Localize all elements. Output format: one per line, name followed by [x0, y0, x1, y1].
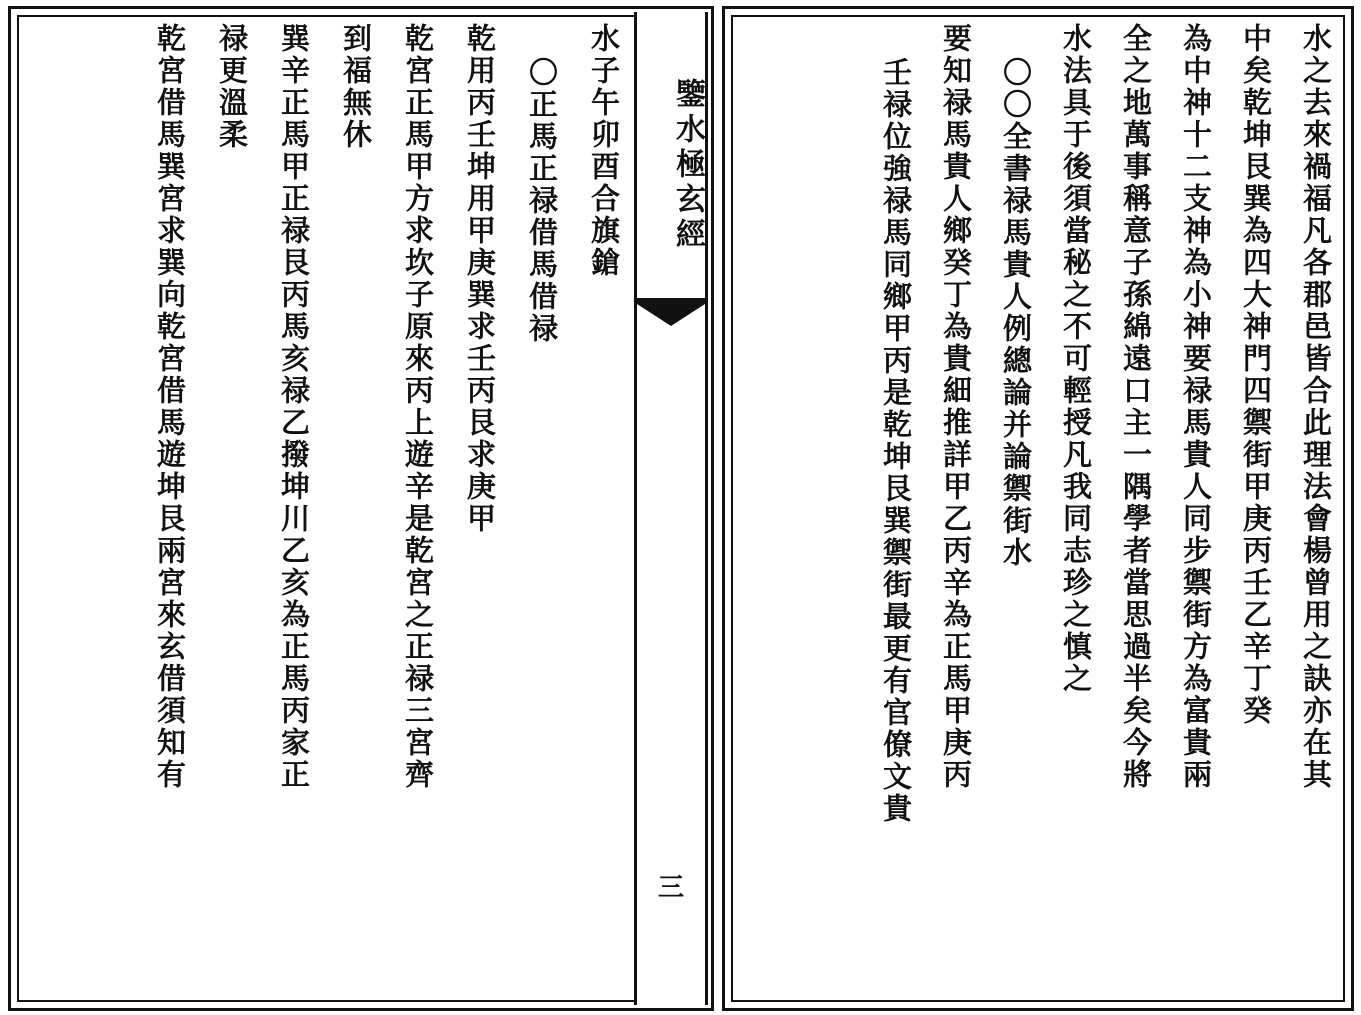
text-column: 壬禄位強禄馬同鄉甲丙是乾坤艮巽禦街最更有官僚文貴: [879, 57, 913, 825]
text-column: 全之地萬事稱意子孫綿遠口主一隅學者當思過半矣今將: [1119, 23, 1153, 791]
text-column: 水法具于後須當秘之不可輕授凡我同志珍之慎之: [1059, 23, 1093, 695]
text-column: 乾宮借馬巽宮求巽向乾宮借馬遊坤艮兩宮來玄借須知有: [153, 23, 187, 791]
text-column: 〇〇全書禄馬貴人例總論并論禦街水: [999, 57, 1033, 569]
text-column: 〇正馬正禄借馬借禄: [525, 57, 559, 345]
left-page-text-block: [33, 23, 625, 994]
text-column: 水之去來禍福凡各郡邑皆合此理法會楊曾用之訣亦在其: [1299, 23, 1333, 791]
text-column: 水子午卯酉合旗鎗: [587, 23, 621, 279]
left-page-frame: [8, 6, 714, 1011]
text-column: 禄更溫柔: [215, 23, 249, 151]
text-column: 巽辛正馬甲正禄艮丙馬亥禄乙撥坤川乙亥為正馬丙家正: [277, 23, 311, 791]
text-column: 中矣乾坤艮巽為四大神門四禦街甲庚丙壬乙辛丁癸: [1239, 23, 1273, 727]
text-column: 要知禄馬貴人鄉癸丁為貴細推詳甲乙丙辛為正馬甲庚丙: [939, 23, 973, 791]
right-page-frame: [722, 6, 1354, 1011]
text-column: 乾宮正馬甲方求坎子原來丙上遊辛是乾宮之正禄三宮齊: [401, 23, 435, 791]
center-spine-banxin: [634, 12, 708, 1005]
page-number: 三: [657, 873, 684, 903]
book-title: 鑒水極玄經: [670, 77, 705, 253]
right-page-text-block: [743, 23, 1337, 994]
text-column: 為中神十二支神為小神要禄馬貴人同步禦街方為富貴兩: [1179, 23, 1213, 791]
fish-tail-ornament: [637, 298, 705, 332]
text-column: 到福無休: [339, 23, 373, 151]
text-column: 乾用丙壬坤用甲庚巽求壬丙艮求庚甲: [463, 23, 497, 535]
